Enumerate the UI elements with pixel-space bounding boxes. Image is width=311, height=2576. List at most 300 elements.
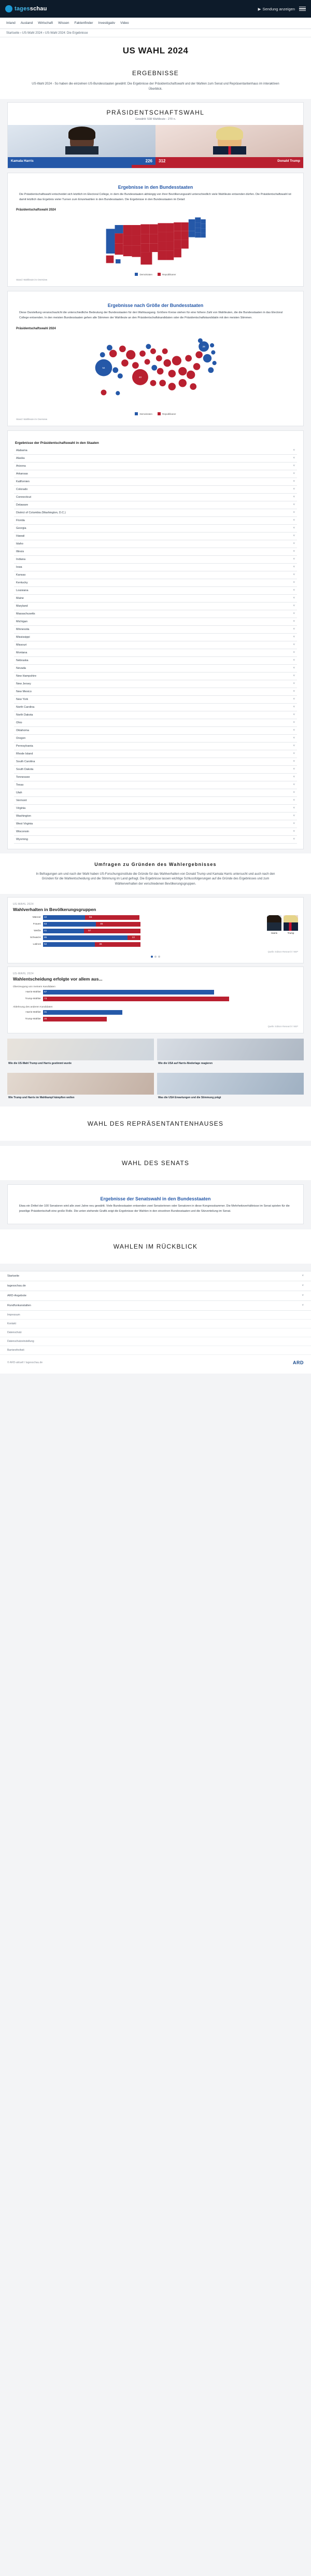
chevron-down-icon: ˅ — [293, 511, 295, 514]
state-row[interactable] — [14, 564, 297, 571]
video-label: Sendung anzeigen — [262, 6, 295, 11]
us-bubble-cartogram[interactable] — [14, 332, 297, 410]
teaser-1[interactable] — [7, 1039, 154, 1068]
chevron-down-icon: ˅ — [293, 519, 295, 522]
poll-card-demographics — [7, 897, 304, 963]
chevron-down-icon: ˅ — [293, 837, 295, 841]
map2-chart-label: Präsidentschaftswahl 2024 — [16, 327, 56, 330]
chevron-down-icon: ˅ — [293, 620, 295, 623]
poll-bar-track — [43, 990, 298, 995]
nav-item-wissen[interactable]: Wissen — [58, 21, 69, 25]
trump-name: Donald Trump — [277, 159, 300, 163]
trump-result-bar — [156, 157, 303, 165]
polls-intro: In Befragungen am und nach der Wahl haben US-Forschungsinstitute die Gründe für das Wahlverhalten von Donald Trump und Kamala Harris untersucht und auch nach den Gründen für die Wahlentscheidung und die Stimmung im Land gefragt. Die Ergebnisse lassen wichtige Schlussfolgerungen auf die Gründe des Ergebnisses und zum Wählerverhalten der verschiedenen Bevölkerungsgruppen. — [0, 870, 311, 894]
chevron-down-icon: ˅ — [293, 682, 295, 685]
candidate-trump — [156, 125, 303, 165]
chevron-down-icon: ˅ — [293, 565, 295, 569]
chevron-down-icon: ˅ — [293, 612, 295, 615]
state-row[interactable] — [14, 595, 297, 603]
teaser-1-thumb — [7, 1039, 154, 1060]
poll-bar-value: 73 — [44, 997, 47, 1000]
poll-bar-track — [43, 915, 264, 920]
state-name: Florida — [16, 519, 25, 522]
state-row[interactable] — [14, 470, 297, 478]
video-button[interactable] — [258, 7, 295, 11]
footer-link-ard-label: ARD-Angebote — [7, 1294, 26, 1297]
us-choropleth-map[interactable] — [14, 214, 297, 271]
state-row[interactable] — [14, 657, 297, 665]
review-section-title: WAHLEN IM RÜCKBLICK — [0, 1229, 311, 1264]
state-row[interactable] — [14, 525, 297, 533]
page-title: US WAHL 2024 — [0, 37, 311, 61]
poll-bar-track — [43, 942, 264, 947]
state-name: Colorado — [16, 487, 28, 491]
state-name: Arizona — [16, 464, 26, 468]
poll-bar-harris-value: 53 — [44, 922, 47, 926]
state-row[interactable] — [14, 820, 297, 828]
state-name: Tennessee — [16, 775, 30, 779]
state-name: Kansas — [16, 573, 26, 577]
svg-text:40: 40 — [138, 375, 142, 379]
footer-link-startseite-label: Startseite — [7, 1274, 20, 1278]
state-row[interactable] — [14, 774, 297, 781]
map1-note: Stand: Wahlleute im Overview — [16, 278, 48, 282]
state-name: Alaska — [16, 456, 25, 460]
chevron-down-icon: ˅ — [293, 472, 295, 475]
poll-bar-label: Weiße — [34, 930, 41, 933]
legend-republican: Republikaner — [158, 273, 176, 276]
state-name: Nebraska — [16, 659, 29, 662]
chevron-down-icon: ˅ — [302, 1274, 304, 1278]
state-name: Wisconsin — [16, 830, 30, 833]
menu-icon[interactable] — [299, 7, 306, 11]
teaser-row-2 — [7, 1073, 304, 1102]
state-row[interactable] — [14, 641, 297, 649]
svg-text:54: 54 — [102, 366, 105, 369]
state-row[interactable] — [14, 673, 297, 680]
chevron-down-icon: ˅ — [302, 1294, 304, 1297]
state-name: Maryland — [16, 604, 28, 608]
carousel-dots[interactable] — [13, 953, 298, 958]
map1-text: Die Präsidentschaftswahl entscheidet sich letztlich im Electoral College, in dem die Bundesstaaten abhängig von ihrer Bevölkerungszahl unterschiedlich viele Wahlleute entsenden dürfen. Die Präsidentschaftswahl ist damit letztlich das Ergebnis vieler Turnen zum Einzelwahlen in den Bundesstaaten. Die Ergebnisse in den Bundesstaaten im Detail: — [19, 193, 291, 201]
state-row[interactable] — [14, 626, 297, 634]
poll-bar-trump-value: 57 — [88, 929, 91, 932]
chevron-down-icon: ˅ — [293, 643, 295, 647]
state-row[interactable] — [14, 478, 297, 486]
trump-electors: 312 — [159, 159, 166, 164]
house-section-title: WAHL DES REPRÄSENTANTENHAUSES — [0, 1107, 311, 1141]
state-row[interactable] — [14, 781, 297, 789]
state-name: Louisiana — [16, 589, 29, 592]
poll-bar-row — [13, 915, 264, 920]
chevron-down-icon: ˅ — [293, 799, 295, 802]
senate-results-card — [7, 1184, 304, 1224]
poll-bar-row — [13, 1017, 298, 1021]
state-name: Alabama — [16, 449, 27, 452]
main-nav — [0, 18, 311, 29]
chevron-down-icon: ˅ — [293, 526, 295, 530]
state-row[interactable] — [14, 587, 297, 595]
teaser-2[interactable] — [157, 1039, 304, 1068]
teaser-3-thumb — [7, 1073, 154, 1095]
chevron-down-icon: ˅ — [293, 752, 295, 755]
state-row[interactable] — [14, 688, 297, 696]
poll-bar-row — [13, 929, 264, 933]
state-row[interactable] — [14, 665, 297, 673]
chevron-down-icon: ˅ — [293, 487, 295, 491]
presidential-subtitle: Gewählt: 538 Wahlleute - 270 n. — [135, 118, 176, 121]
poll-bar-label: Schwarze — [30, 936, 41, 940]
chevron-down-icon: ˅ — [302, 1304, 304, 1307]
state-name: Washington — [16, 814, 31, 818]
poll-bar-trump-value: 13 — [132, 936, 135, 939]
candidate-harris — [8, 125, 156, 165]
poll-bar-label: Trump-Wähler — [25, 998, 41, 1001]
footer-section-rundfunk[interactable] — [0, 1301, 311, 1311]
chevron-down-icon: ˅ — [293, 581, 295, 584]
chevron-down-icon: ˅ — [293, 713, 295, 717]
chevron-down-icon: ˅ — [293, 783, 295, 787]
state-row[interactable] — [14, 556, 297, 564]
state-row[interactable] — [14, 797, 297, 805]
state-name: Missouri — [16, 643, 27, 647]
state-name: Illinois — [16, 550, 24, 553]
poll2-kicker: US-WAHL 2024 — [13, 972, 34, 976]
poll-bar-track — [43, 997, 298, 1001]
state-row[interactable] — [14, 501, 297, 509]
presidential-title: PRÄSIDENTSCHAFTSWAHL — [106, 109, 205, 117]
state-name: New Hampshire — [16, 674, 37, 678]
state-row[interactable] — [14, 517, 297, 525]
breadcrumb[interactable]: Startseite › US-Wahl 2024 › US-Wahl 2024: Die Ergebnisse — [0, 29, 311, 37]
chevron-down-icon: ˅ — [293, 627, 295, 631]
poll-bar-row — [13, 922, 264, 927]
chevron-down-icon: ˅ — [293, 651, 295, 654]
chevron-down-icon: ˅ — [293, 604, 295, 608]
state-name: Texas — [16, 783, 24, 787]
poll1-trump-name: Trump — [287, 932, 294, 935]
poll-card-motivation — [7, 967, 304, 1033]
state-row[interactable] — [14, 540, 297, 548]
senate-results-title: Ergebnisse der Senatswahl in den Bundesstaaten — [100, 1196, 211, 1202]
chevron-down-icon: ˅ — [293, 495, 295, 499]
state-row[interactable] — [14, 743, 297, 750]
poll1-note: Quelle: Edison Research / NEP — [267, 950, 298, 954]
harris-name: Kamala Harris — [11, 159, 34, 163]
poll1-candidate-trump — [284, 915, 298, 949]
poll-bar-row — [13, 990, 298, 995]
poll-bar-label: Harris-Wähler — [25, 1011, 41, 1014]
poll-bar-row — [13, 935, 264, 940]
state-name: South Dakota — [16, 767, 34, 771]
map2-text: Diese Darstellung veranschaulicht die unterschiedliche Bedeutung der Bundesstaaten für den Wahlausgang. Größere Kreise stehen für eine höhere Zahl von Wahlleuten, die die Bundesstaaten in das Electoral College entsenden. In den meisten Bundesstaaten gehen alle Stimmen der Wahlleute an den Präsidentschaftskandidaten oder die Präsidentschaftskandidatin mit den meisten Stimmen. — [19, 311, 283, 320]
harris-result-bar — [8, 157, 156, 165]
chevron-down-icon: ˅ — [293, 830, 295, 833]
state-row[interactable] — [14, 571, 297, 579]
state-name: Connecticut — [16, 495, 32, 499]
state-row[interactable] — [14, 610, 297, 618]
top-bar — [0, 0, 311, 18]
map-card-states — [7, 173, 304, 287]
polls-headline: Umfragen zu Gründen des Wahlergebnisses — [0, 853, 311, 870]
presidential-hero — [7, 102, 304, 169]
nav-item-wirtschaft[interactable]: Wirtschaft — [38, 21, 53, 25]
poll-bar-label: Trump-Wähler — [25, 1018, 41, 1021]
chevron-down-icon: ˅ — [293, 690, 295, 693]
map-card-cartogram — [7, 291, 304, 426]
state-row[interactable] — [14, 719, 297, 727]
state-row[interactable] — [14, 649, 297, 657]
chevron-down-icon: ˅ — [293, 456, 295, 460]
state-name: Hawaii — [16, 534, 25, 538]
map1-title: Ergebnisse in den Bundesstaaten — [118, 185, 193, 190]
state-name: Delaware — [16, 503, 29, 507]
state-name: Idaho — [16, 542, 23, 545]
state-row[interactable] — [14, 548, 297, 556]
poll-bar-harris-value: 42 — [44, 916, 47, 919]
state-name: New Jersey — [16, 682, 31, 685]
state-name: North Carolina — [16, 705, 35, 709]
state-name: Montana — [16, 651, 27, 654]
chevron-down-icon: ˅ — [293, 814, 295, 818]
state-results-list — [7, 430, 304, 849]
state-name: West Virginia — [16, 822, 33, 825]
map2-legend — [14, 410, 297, 416]
state-name: New Mexico — [16, 690, 32, 693]
state-name: Georgia — [16, 526, 26, 530]
teaser-3-title: Wie Trump und Harris im Wahlkampf kämpften wollen — [8, 1096, 75, 1099]
state-row[interactable] — [14, 704, 297, 711]
harris-electors: 226 — [145, 159, 152, 164]
state-row[interactable] — [14, 603, 297, 610]
poll-bar-track — [43, 1010, 298, 1015]
state-name: Rhode Island — [16, 752, 33, 755]
svg-text:28: 28 — [202, 345, 205, 348]
brand-prefix: tages — [15, 6, 30, 12]
chevron-down-icon: ˅ — [293, 760, 295, 763]
state-name: Ohio — [16, 721, 22, 724]
state-name: Virginia — [16, 806, 26, 810]
state-row[interactable] — [14, 696, 297, 704]
chevron-down-icon: ˅ — [293, 736, 295, 740]
footer-link-kontakt[interactable]: Kontakt — [0, 1320, 311, 1328]
poll-bar-trump-value: 55 — [89, 916, 92, 919]
chevron-down-icon: ˅ — [293, 697, 295, 701]
poll-bar-value: 31 — [44, 1011, 47, 1014]
legend-democrat: Demokraten — [135, 273, 152, 276]
state-name: Massachusetts — [16, 612, 35, 615]
state-row[interactable] — [14, 805, 297, 813]
state-name: Nevada — [16, 666, 26, 670]
poll1-candidates — [267, 915, 298, 949]
chevron-down-icon: ˅ — [293, 550, 295, 553]
brand-suffix: schau — [30, 6, 47, 12]
cartogram-svg — [14, 332, 297, 410]
chevron-down-icon: ˅ — [293, 534, 295, 538]
state-row[interactable] — [14, 455, 297, 463]
nav-item-faktenfinder[interactable]: Faktenfinder — [74, 21, 93, 25]
senate-section-title: WAHL DES SENATS — [0, 1146, 311, 1180]
chevron-down-icon: ˅ — [293, 449, 295, 452]
poll1-kicker: US-WAHL 2024 — [13, 903, 34, 906]
chevron-down-icon: ˅ — [293, 573, 295, 577]
map2-title: Ergebnisse nach Größe der Bundesstaaten — [107, 303, 204, 309]
chevron-down-icon: ˅ — [293, 503, 295, 507]
teaser-3[interactable] — [7, 1073, 154, 1102]
poll2-group1-label: Überzeugung von meinem Kandidaten — [13, 986, 55, 989]
state-row[interactable] — [14, 836, 297, 844]
poll-bar-label: Männer — [32, 916, 41, 919]
state-row[interactable] — [14, 579, 297, 587]
state-name: Kentucky — [16, 581, 28, 584]
poll1-candidate-harris — [267, 915, 281, 949]
chevron-down-icon: ˅ — [293, 744, 295, 748]
chevron-down-icon: ˅ — [293, 775, 295, 779]
chevron-down-icon: ˅ — [293, 705, 295, 709]
poll-bar-trump-value: 46 — [99, 943, 102, 946]
poll2-note: Quelle: Edison Research / NEP — [267, 1025, 298, 1028]
map1-legend — [14, 271, 297, 277]
state-row[interactable] — [14, 447, 297, 455]
poll-bar-harris-value: 52 — [44, 943, 47, 946]
state-row[interactable] — [14, 634, 297, 641]
state-name: Maine — [16, 596, 24, 600]
state-name: District of Columbia (Washington, D.C.) — [16, 511, 66, 514]
poll1-title: Wahlverhalten in Bevölkerungsgruppen — [13, 907, 96, 913]
teaser-1-title: Wie die US-Wahl Trump und Harris gestimmt wurde — [8, 1062, 72, 1066]
legend2-republican: Republikaner — [158, 412, 176, 415]
footer-link-tagesschau[interactable] — [0, 1281, 311, 1291]
footer-link-tagesschau-label: tagesschau.de — [7, 1284, 26, 1287]
state-row[interactable] — [14, 463, 297, 470]
state-row[interactable] — [14, 509, 297, 517]
state-name: Oklahoma — [16, 729, 30, 732]
map2-note: Stand: Wahlleute im Overview — [16, 417, 48, 421]
state-row[interactable] — [14, 735, 297, 743]
poll-bar-row — [13, 1010, 298, 1015]
poll-bar-track — [43, 935, 264, 940]
chevron-down-icon: ˅ — [293, 822, 295, 825]
teaser-4[interactable] — [157, 1073, 304, 1102]
poll-bar-track — [43, 1017, 298, 1021]
nav-item-inland[interactable]: Inland — [6, 21, 16, 25]
nav-item-ausland[interactable]: Ausland — [20, 21, 33, 25]
footer-link-datenschutzeinstellung[interactable]: Datenschutzeinstellung — [0, 1337, 311, 1346]
chevron-down-icon: ˅ — [293, 480, 295, 483]
results-headline: ERGEBNISSE — [0, 61, 311, 80]
state-name: Pennsylvania — [16, 744, 33, 748]
chevron-down-icon: ˅ — [293, 666, 295, 670]
poll-bar-row — [13, 942, 264, 947]
poll-bar-value: 25 — [44, 1017, 47, 1020]
nav-item-video[interactable]: Video — [120, 21, 129, 25]
chevron-down-icon: ˅ — [293, 791, 295, 794]
play-icon: ▶ — [258, 6, 261, 11]
state-name: Utah — [16, 791, 22, 794]
teaser-row-1 — [7, 1039, 304, 1068]
state-name: North Dakota — [16, 713, 33, 717]
nav-item-investigativ[interactable]: Investigativ — [98, 21, 116, 25]
state-row[interactable] — [14, 828, 297, 836]
state-row[interactable] — [14, 727, 297, 735]
harris-photo — [8, 125, 156, 157]
footer-link-startseite[interactable] — [0, 1271, 311, 1281]
results-intro: US-Wahl 2024 - So haben die einzelnen US-Bundesstaaten gewählt: Die Ergebnisse der Präsidentschaftswahl und der Wahlen zum Senat und Repräsentantenhaus im interaktiven Überblick. — [0, 80, 311, 99]
poll-bar-label: Harris-Wähler — [25, 991, 41, 994]
state-name: Oregon — [16, 736, 26, 740]
trump-photo — [156, 125, 303, 157]
teaser-4-title: Was die USA Erwartungen und die Stimmung prägt — [158, 1096, 221, 1099]
poll-bar-harris-value: 85 — [44, 936, 47, 939]
state-name: Minnesota — [16, 627, 30, 631]
poll2-title: Wahlentscheidung erfolgte vor allem aus... — [13, 976, 103, 982]
elector-bar — [8, 165, 303, 168]
state-name: Wyoming — [16, 837, 28, 841]
chevron-down-icon: ˅ — [293, 729, 295, 732]
logo[interactable] — [5, 5, 47, 12]
chevron-down-icon: ˅ — [302, 1284, 304, 1287]
poll-bar-track — [43, 922, 264, 927]
state-row[interactable] — [14, 533, 297, 540]
poll-bar-label: Latinos — [33, 943, 41, 946]
footer-link-ard[interactable] — [0, 1291, 311, 1301]
state-row[interactable] — [14, 789, 297, 797]
state-row[interactable] — [14, 813, 297, 820]
footer-copyright: © ARD-aktuell / tagesschau.de — [7, 1361, 43, 1364]
chevron-down-icon: ˅ — [293, 767, 295, 771]
teaser-4-thumb — [157, 1073, 304, 1095]
chevron-down-icon: ˅ — [293, 589, 295, 592]
chevron-down-icon: ˅ — [293, 596, 295, 600]
state-row[interactable] — [14, 494, 297, 501]
state-name: Arkansas — [16, 472, 28, 475]
chevron-down-icon: ˅ — [293, 542, 295, 545]
state-row[interactable] — [14, 618, 297, 626]
state-row[interactable] — [14, 766, 297, 774]
state-name: Mississippi — [16, 635, 30, 639]
map1-chart-label: Präsidentschaftswahl 2024 — [16, 208, 56, 212]
footer-section-rundfunk-label: Rundfunkanstalten — [7, 1304, 31, 1307]
chevron-down-icon: ˅ — [293, 557, 295, 561]
state-row[interactable] — [14, 750, 297, 758]
teaser-2-thumb — [157, 1039, 304, 1060]
chevron-down-icon: ˅ — [293, 464, 295, 468]
poll-bar-harris-value: 41 — [44, 929, 47, 932]
chevron-down-icon: ˅ — [293, 659, 295, 662]
teaser-2-title: Wie die USA auf Harris-Niederlage reagieren — [158, 1062, 213, 1066]
state-name: Iowa — [16, 565, 22, 569]
chevron-down-icon: ˅ — [293, 674, 295, 678]
footer-link-barrierefreiheit[interactable]: Barrierefreiheit — [0, 1346, 311, 1355]
chevron-down-icon: ˅ — [293, 806, 295, 810]
brand-dot-icon — [5, 5, 12, 12]
state-row[interactable] — [14, 758, 297, 766]
state-name: New York — [16, 697, 29, 701]
footer-link-impressum[interactable]: Impressum — [0, 1311, 311, 1320]
state-name: Kalifornien — [16, 480, 30, 483]
poll2-group2-label: Ablehnung des anderen Kandidaten — [13, 1006, 53, 1009]
footer-link-datenschutz[interactable]: Datenschutz — [0, 1328, 311, 1337]
state-row[interactable] — [14, 486, 297, 494]
state-row[interactable] — [14, 711, 297, 719]
poll-bar-track — [43, 929, 264, 933]
state-name: Michigan — [16, 620, 28, 623]
state-row[interactable] — [14, 680, 297, 688]
state-name: Indiana — [16, 557, 26, 561]
legend2-democrat: Demokraten — [135, 412, 152, 415]
poll-bar-row — [13, 997, 298, 1001]
poll-bar-label: Frauen — [33, 923, 41, 926]
